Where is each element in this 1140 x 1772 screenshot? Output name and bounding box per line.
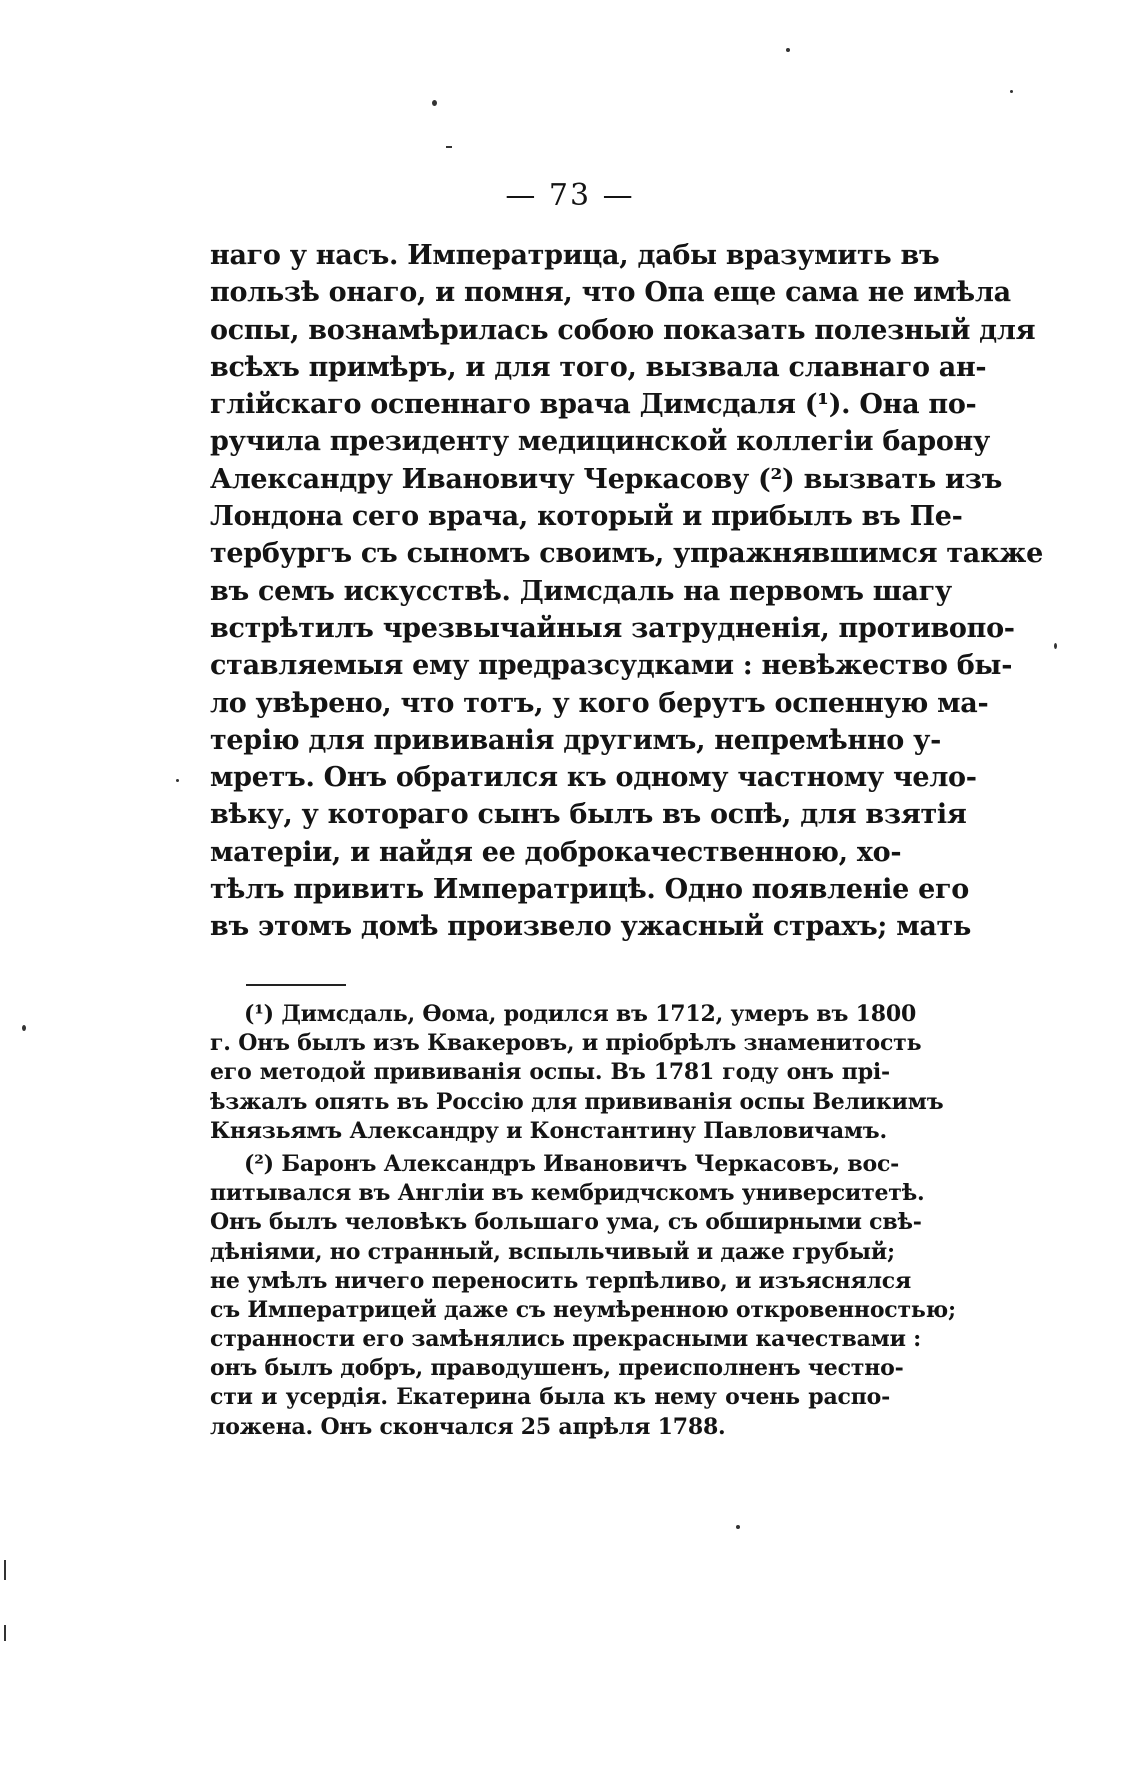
text-line: встрѣтилъ чрезвычайныя затрудненія, противопо- (210, 612, 1015, 644)
text-line: ручила президенту медицинской коллегіи барону (210, 426, 990, 458)
footnote-line: питывался въ Англіи въ кембридчскомъ университетѣ. (210, 1180, 925, 1207)
scan-speck (1054, 643, 1057, 649)
footnote-line: Князьямъ Александру и Константину Павловичамъ. (210, 1117, 887, 1144)
text-line: ставляемыя ему предразсудками : невѣжество бы- (210, 650, 1013, 682)
footnote-line: странности его замѣнялись прекрасными качествами : (210, 1326, 922, 1353)
scan-speck (736, 1525, 740, 1529)
text-line: въ семъ искусствѣ. Димсдаль на первомъ шагу (210, 575, 952, 607)
text-line: терію для прививанія другимъ, непремѣнно у- (210, 724, 941, 756)
footnote-line: (¹) Димсдаль, Ѳома, родился въ 1712, умеръ въ 1800 (244, 1001, 917, 1027)
text-line: всѣхъ примѣръ, и для того, вызвала славнаго ан- (210, 351, 987, 383)
scan-speck (176, 779, 179, 782)
footnote-line: дѣніями, но странный, вспыльчивый и даже грубый; (210, 1238, 895, 1265)
footnote-line: его методой прививанія оспы. Въ 1781 году онъ прі- (210, 1059, 890, 1086)
main-text (210, 237, 1044, 946)
scan-speck (4, 1560, 6, 1580)
text-line: оспы, вознамѣрилась собою показать полезный для (210, 314, 1036, 346)
text-line: тѣлъ привить Императрицѣ. Одно появленіе его (210, 874, 969, 906)
text-line: Александру Ивановичу Черкасову (²) вызвать изъ (210, 463, 1003, 495)
text-line: ло увѣрено, что тотъ, у кого берутъ оспенную ма- (210, 687, 989, 719)
text-line: глійскаго оспеннаго врача Димсдаля (¹). Она по- (210, 389, 977, 421)
footnote-line: ѣзжалъ опять въ Россію для прививанія оспы Великимъ (210, 1088, 944, 1115)
footnote-line: ложена. Онъ скончался 25 апрѣля 1788. (210, 1413, 726, 1440)
page-number: — 73 — (505, 178, 635, 213)
footnote-line: г. Онъ былъ изъ Квакеровъ, и пріобрѣлъ знаменитость (210, 1030, 922, 1057)
text-line: пользѣ онаго, и помня, что Опа еще сама не имѣла (210, 277, 1011, 309)
scan-speck (4, 1625, 6, 1641)
text-line: наго у насъ. Императрица, дабы вразумить въ (210, 240, 940, 271)
footnote-1 (210, 1000, 944, 1146)
footnote-line: (²) Баронъ Александръ Ивановичъ Черкасовъ, вос- (244, 1150, 900, 1177)
footnote-line: сти и усердія. Екатерина была къ нему очень распо- (210, 1384, 890, 1411)
scan-speck (22, 1025, 26, 1031)
text-line: тербургъ съ сыномъ своимъ, упражнявшимся также (210, 538, 1044, 570)
footnotes (210, 1000, 956, 1442)
scan-speck (1010, 90, 1013, 93)
footnote-line: онъ былъ добръ, праводушенъ, преисполненъ честно- (210, 1355, 904, 1382)
scan-speck (446, 146, 452, 148)
footnote-line: не умѣлъ ничего переносить терпѣливо, и изъяснялся (210, 1267, 912, 1294)
footnote-divider (246, 984, 346, 986)
text-line: мретъ. Онъ обратился къ одному частному чело- (210, 762, 977, 794)
scan-speck (786, 48, 790, 52)
text-line: Лондона сего врача, который и прибылъ въ Пе- (210, 501, 963, 533)
text-line: вѣку, у котораго сынъ былъ въ оспѣ, для взятія (210, 799, 967, 831)
footnote-2 (210, 1150, 956, 1442)
footnote-line: съ Императрицей даже съ неумѣренною откровенностью; (210, 1296, 956, 1323)
footnote-line: Онъ былъ человѣкъ большаго ума, съ обширными свѣ- (210, 1209, 922, 1236)
scan-speck (432, 100, 437, 106)
text-line: матеріи, и найдя ее доброкачественною, хо- (210, 836, 902, 868)
text-line: въ этомъ домѣ произвело ужасный страхъ; мать (210, 911, 972, 943)
